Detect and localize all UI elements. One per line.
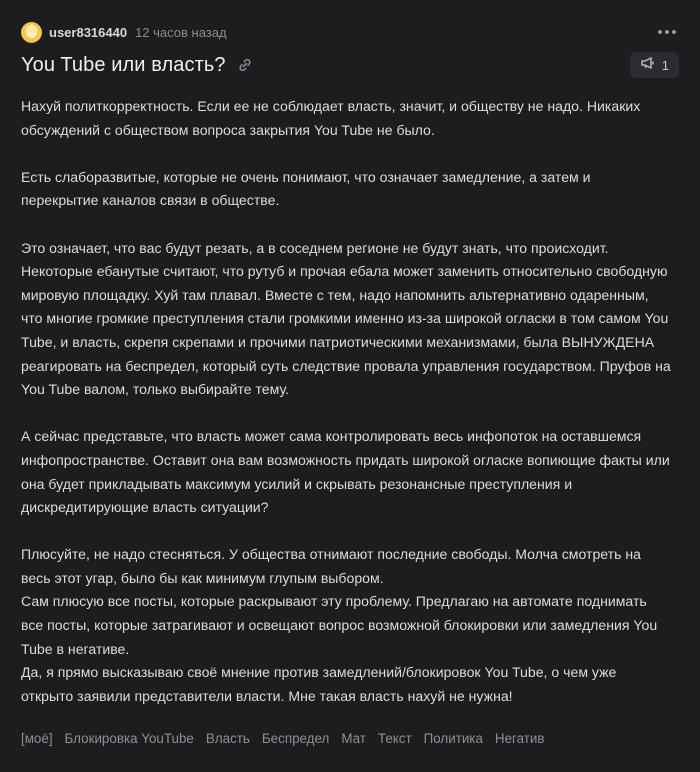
post-body <box>21 95 671 732</box>
boost-count: 1 <box>661 57 669 73</box>
tag-item[interactable]: Негатив <box>494 731 545 746</box>
paragraph: Есть слаборазвитые, которые не очень понимают, что означает замедление, а затем и перекрытие каналов связи в обществе. <box>21 168 591 209</box>
title-row <box>21 52 679 78</box>
author-name[interactable]: user8316440 <box>49 24 128 40</box>
tag-item[interactable]: Блокировка YouTube <box>64 731 194 746</box>
megaphone-icon <box>640 56 656 75</box>
post-header <box>21 20 679 44</box>
more-options-button[interactable] <box>655 22 679 42</box>
link-icon[interactable] <box>237 57 253 73</box>
tag-item[interactable]: Политика <box>423 731 483 746</box>
tag-item[interactable]: Мат <box>341 731 366 746</box>
post-title[interactable]: You Tube или власть? <box>21 53 226 76</box>
tag-item[interactable]: Власть <box>205 731 250 746</box>
boost-button[interactable] <box>630 52 679 78</box>
post-timestamp: 12 часов назад <box>135 24 227 40</box>
tag-item[interactable]: Беспредел <box>261 731 330 746</box>
paragraph: Плюсуйте, не надо стесняться. У общества отнимают последние свободы. Молча смотреть на весь этот угар, было бы как минимум глупым выбором. Сам плюсую все посты, которые раскрывают эту проблему. Предлагаю на автомате поднимать все посты, которые затрагивают и освещают вопрос возможной блокировки или замедления You Tube в негативе. Да, я прямо высказываю своё мнение против замедлений/блокировок You Tube, о чем уже открыто заявили представители власти. Мне такая власть нахуй не нужна! <box>21 546 658 704</box>
avatar[interactable] <box>21 22 42 43</box>
tag-list <box>21 731 545 746</box>
tag-item[interactable]: [моё] <box>21 731 53 746</box>
paragraph: Нахуй политкорректность. Если ее не соблюдает власть, значит, и обществу не надо. Никаких обсуждений с обществом вопроса закрытия You Tube не было. <box>21 98 641 138</box>
paragraph: Это означает, что вас будут резать, а в соседнем регионе не будут знать, что происходит. Некоторые ебанутые считают, что рутуб и прочая ебала может заменить относительно свободную мировую площадку. Хуй там плавал. Вместе с тем, надо напомнить альтернативно одаренным, что многие громкие преступления стали громкими именно из-за широкой огласки в том самом You Tube, и власть, скрепя скрепами и прочими патриотическими механизмами, была ВЫНУЖДЕНА реагировать на беспредел, который суть следствие провала управления государством. Пруфов на You Tube валом, только выбирайте тему. <box>21 239 671 398</box>
more-dots-icon <box>658 30 662 34</box>
paragraph: А сейчас представьте, что власть может сама контролировать весь инфопоток на оставшемся инфопространстве. Оставит она вам возможность придать широкой огласке вопиющие факты или она будет прикладывать максимум усилий и скрывать резонансные преступления и дискредитирующие власть ситуации? <box>21 428 670 516</box>
tag-item[interactable]: Текст <box>377 731 412 746</box>
